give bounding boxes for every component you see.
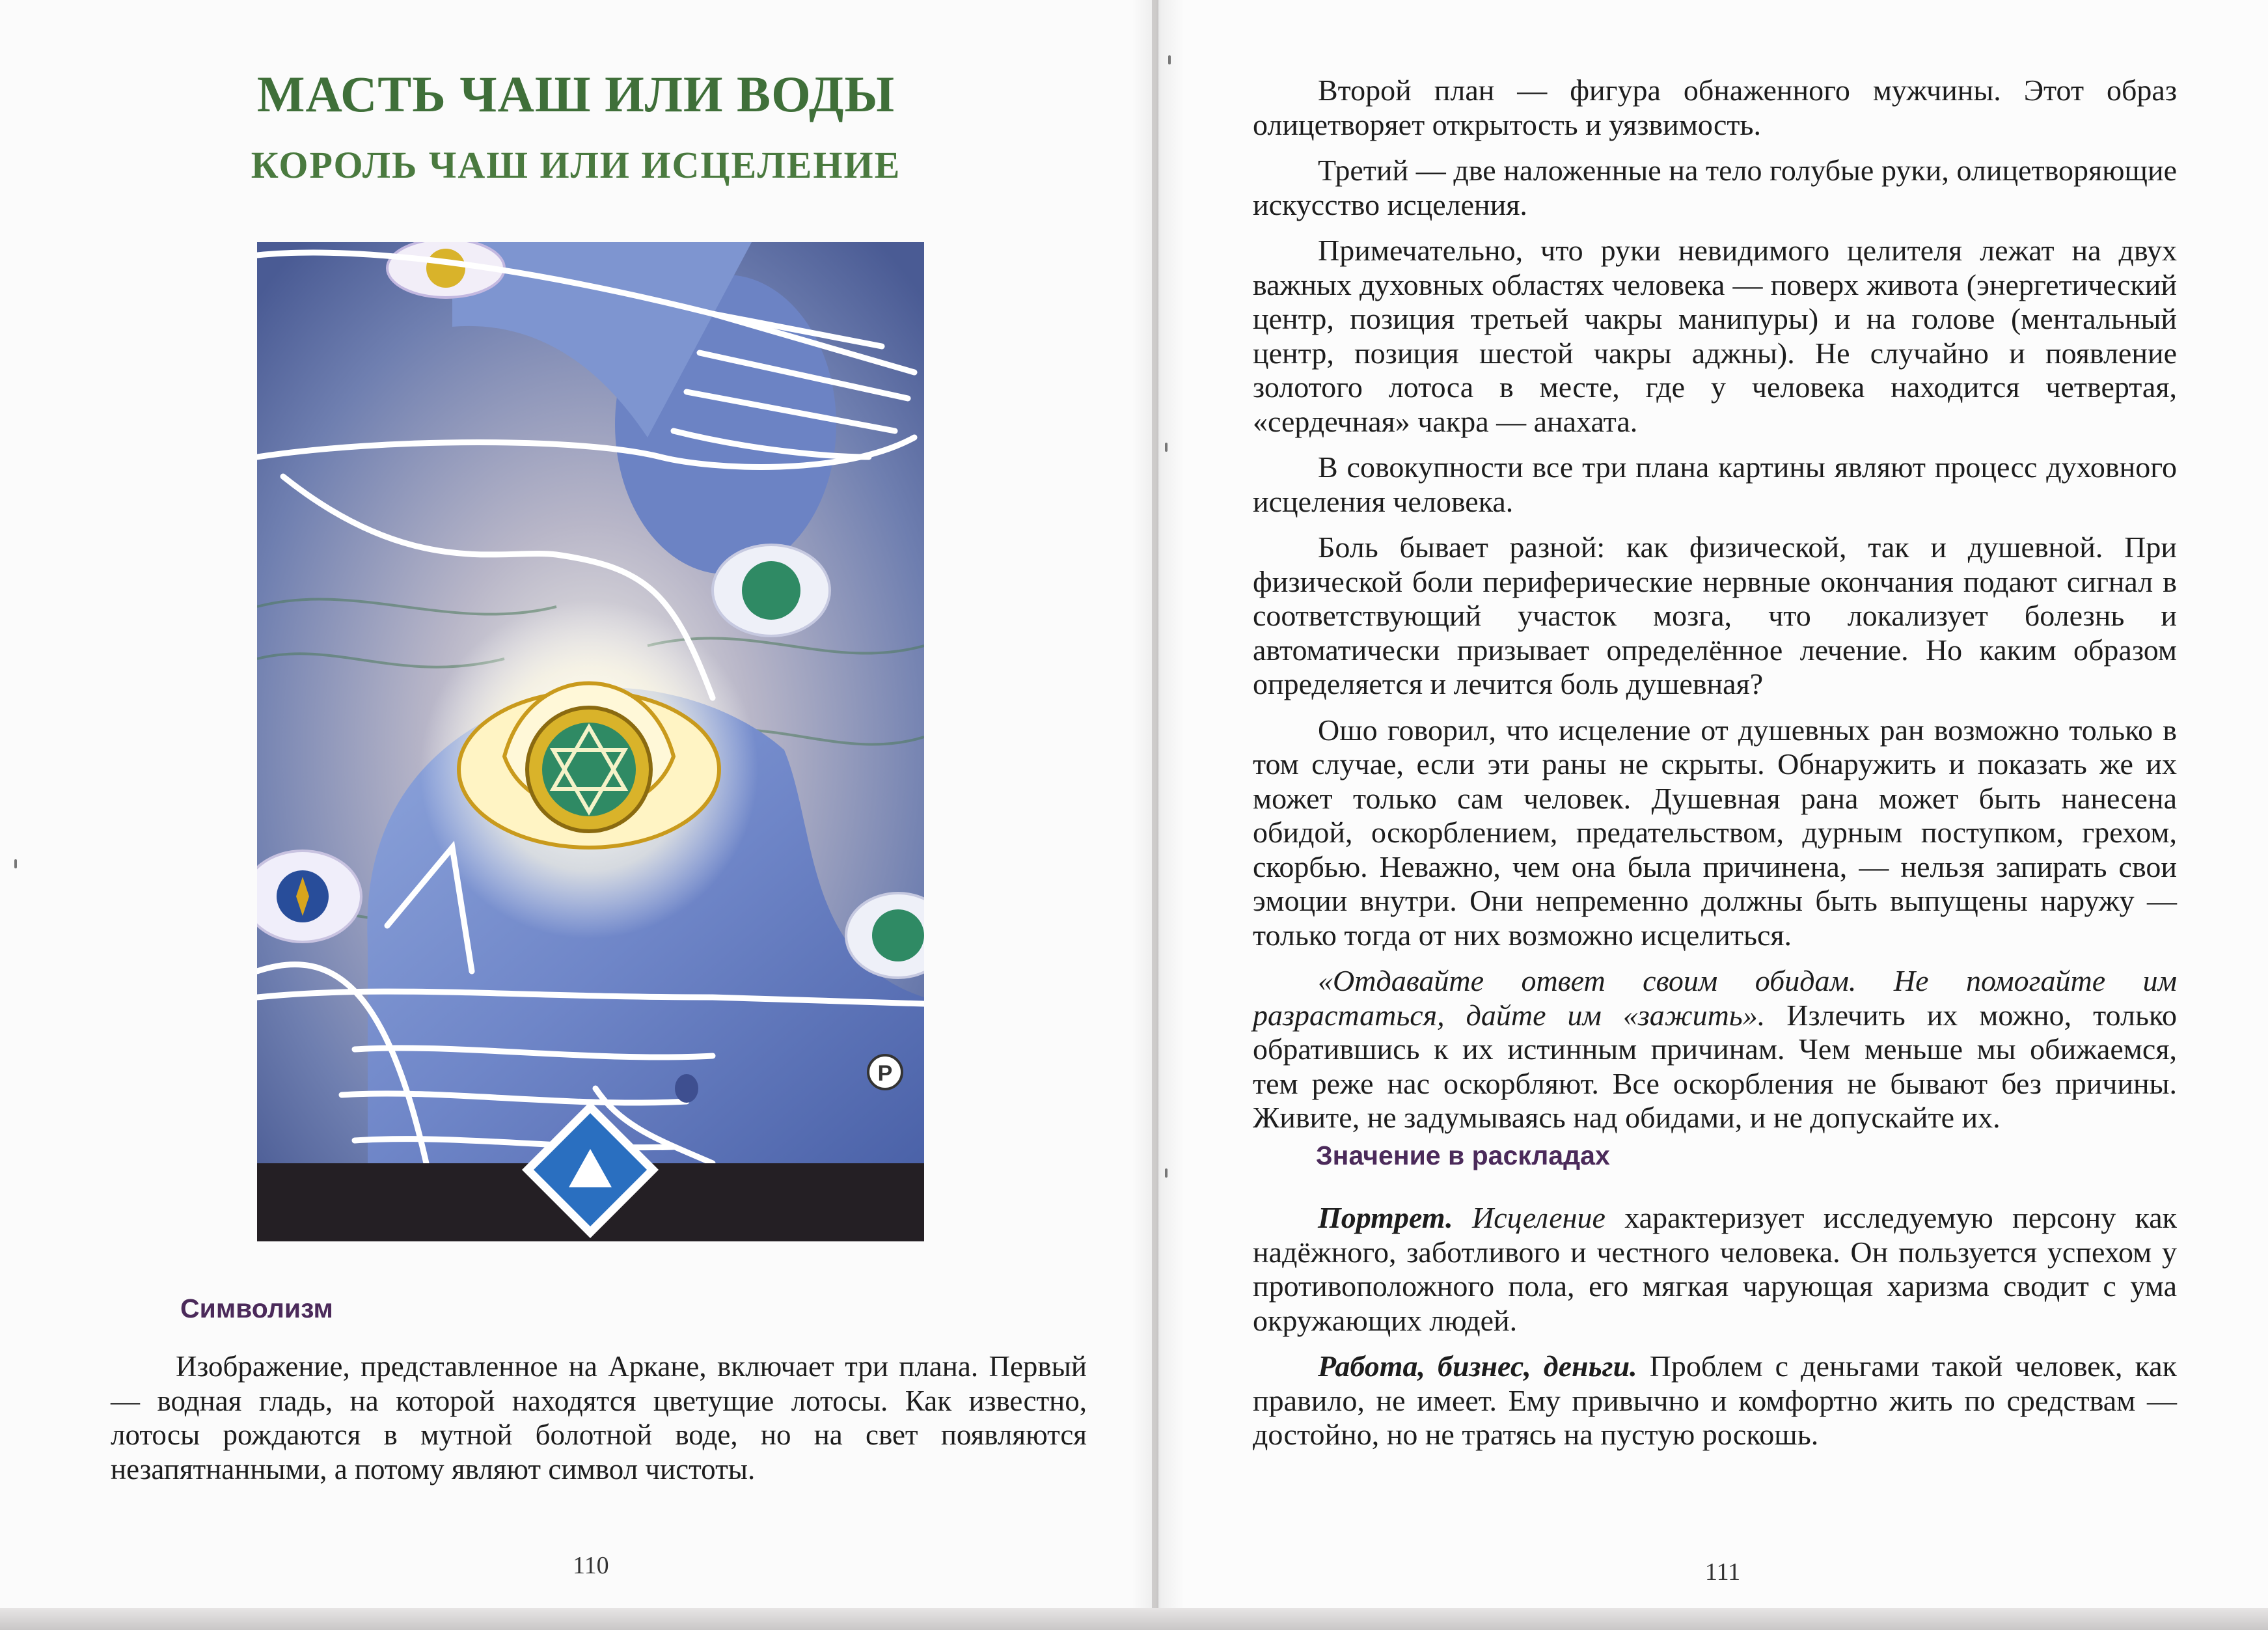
- meaning-body: [1253, 1201, 2177, 1452]
- king-of-cups-illustration: [257, 242, 924, 1241]
- portrait-label: Портрет.: [1318, 1201, 1453, 1234]
- work-text: Проблем с деньгами такой человек, как правило, не имеет. Ему привычно и комфортно жить по средствам — достойно, но не тратясь на пустую роскошь.: [1253, 1349, 2177, 1451]
- paragraph-third-plan: Третий — две наложенные на тело голубые руки, олицетворяющие искусство исцеления.: [1253, 154, 2177, 221]
- figure-navel: [675, 1074, 698, 1103]
- scan-mark: [1165, 443, 1168, 452]
- paragraph-second-plan: Второй план — фигура обнаженного мужчины. Этот образ олицетворяет открытость и уязвимость.: [1253, 74, 2177, 141]
- scan-mark: [14, 859, 17, 868]
- paragraph-portrait: [1253, 1201, 2177, 1338]
- scan-mark: [1168, 55, 1171, 64]
- work-label: Работа, бизнес, деньги.: [1318, 1349, 1637, 1383]
- quote-rest: Излечить их можно, только обратившись к их истинным причинам. Чем меньше мы обижаемся, тем реже нас оскорбляют. Все оскорбления не бывают без причины. Живите, не задумываясь над обидами, и не допускайте их.: [1253, 998, 2177, 1134]
- right-page-body: [1253, 74, 2177, 1135]
- card-title: КОРОЛЬ ЧАШ ИЛИ ИСЦЕЛЕНИЕ: [251, 144, 901, 186]
- scan-mark: [1165, 1168, 1168, 1178]
- portrait-text: характеризует исследуемую персону как надёжного, заботливого и честного человека. Он пользуется успехом у противоположного пола, его мягкая чарующая харизма сводит с ума окружающих людей.: [1253, 1201, 2177, 1337]
- paragraph-osho: Ошо говорил, что исцеление от душевных ран возможно только в том случае, если эти раны не скрыты. Обнаружить и показать же их может только сам человек. Душевная рана может быть нанесена обидой, оскорблением, предательством, дурным поступком, грехом, скорбью. Неважно, чем она была причинена, — нельзя запирать свои эмоции внутри. Они непременно должны быть выпущены наружу — только тогда от них возможно исцелиться.: [1253, 713, 2177, 952]
- tarot-card-image: [257, 242, 924, 1241]
- page-bottom-edge: [0, 1608, 2268, 1630]
- paragraph-quote: [1253, 964, 2177, 1135]
- left-page-number: 110: [573, 1552, 609, 1579]
- meaning-heading: Значение в раскладах: [1316, 1140, 1610, 1170]
- right-page-number: 111: [1705, 1558, 1741, 1586]
- paragraph-pain: Боль бывает разной: как физической, так и душевной. При физической боли периферические нервные окончания подают сигнал в соответствующий участок мозга, что локализует болезнь и автоматически призывает определённое лечение. Но каким образом определяется и лечится боль душевная?: [1253, 531, 2177, 700]
- copyright-mark-letter: P: [877, 1061, 893, 1086]
- paragraph-work: [1253, 1349, 2177, 1452]
- small-lotus-right: [713, 545, 830, 636]
- symbolism-heading: Символизм: [180, 1293, 333, 1323]
- small-lotus-left: [257, 851, 361, 942]
- paragraph-chakras: Примечательно, что руки невидимого целителя лежат на двух важных духовных областях человека — поверх живота (энергетический центр, позиция третьей чакры манипуры) и на голове (ментальный центр, позиция шестой чакры аджны). Не случайно и появление золотого лотоса в месте, где у человека находится четвертая, «сердечная» чакра — анахата.: [1253, 234, 2177, 438]
- quote-italic: «Отдавайте ответ своим обидам. Не помогайте им разрастаться, дайте им «зажить».: [1253, 964, 2177, 1032]
- paragraph-healing-process: В совокупности все три плана картины являют процесс духовного исцеления человека.: [1253, 450, 2177, 518]
- symbolism-text: [111, 1349, 1087, 1486]
- book-gutter: [1132, 0, 1184, 1608]
- suit-title: МАСТЬ ЧАШ ИЛИ ВОДЫ: [256, 66, 895, 122]
- portrait-card-name: Исцеление: [1471, 1201, 1605, 1234]
- symbolism-paragraph: Изображение, представленное на Аркане, включает три плана. Первый — водная гладь, на которой находятся цветущие лотосы. Как известно, лотосы рождаются в мутной болотной воде, но на свет появляются незапятнанными, а потому являют символ чистоты.: [111, 1350, 1087, 1485]
